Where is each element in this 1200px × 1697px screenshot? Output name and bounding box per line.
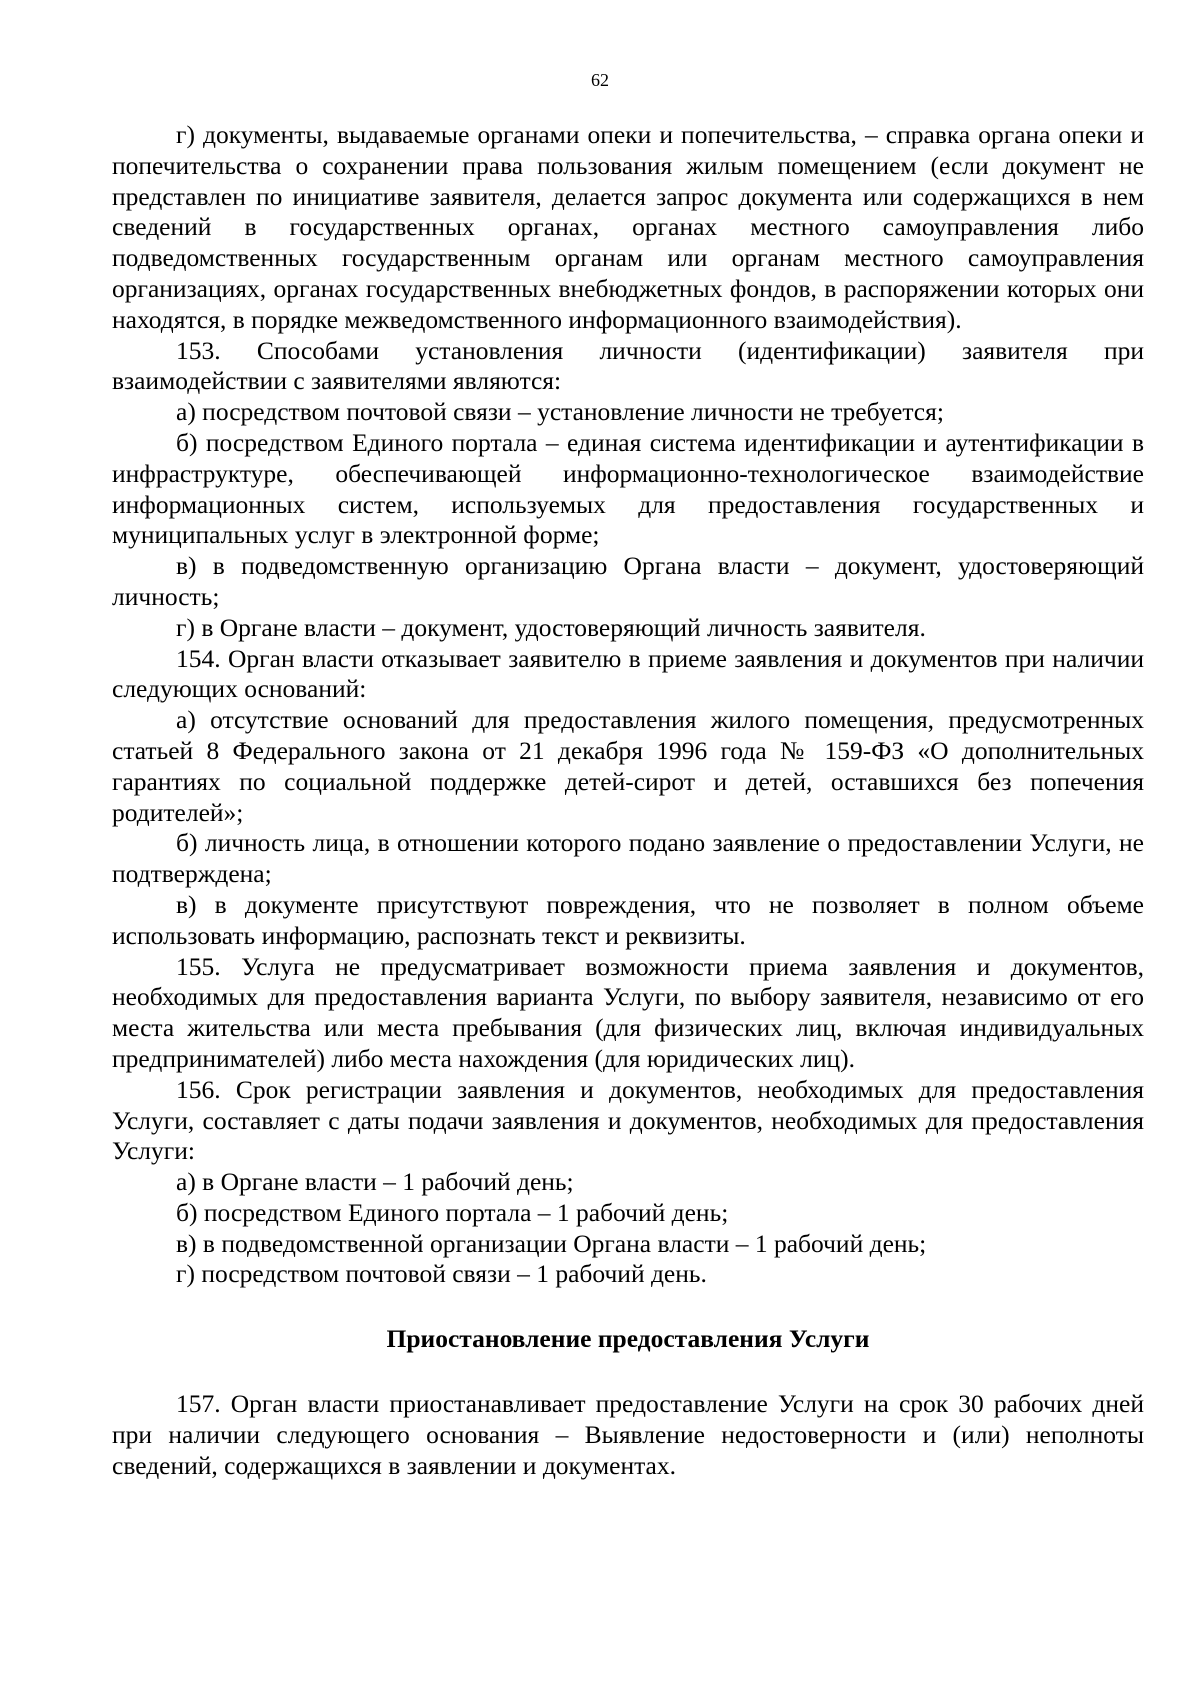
paragraph: б) личность лица, в отношении которого подано заявление о предоставлении Услуги, не подтверждена; [112,828,1144,889]
paragraph: 153. Способами установления личности (идентификации) заявителя при взаимодействии с заявителями являются: [112,335,1144,396]
paragraph: б) посредством Единого портала – 1 рабочий день; [176,1197,729,1227]
paragraph: в) в подведомственной организации Органа власти – 1 рабочий день; [176,1228,927,1258]
paragraph: 156. Срок регистрации заявления и документов, необходимых для предоставления Услуги, составляет с даты подачи заявления и документов, необходимых для предоставления Услуги: [112,1074,1144,1166]
document-body [112,120,1144,1481]
paragraph: 157. Орган власти приостанавливает предоставление Услуги на срок 30 рабочих дней при наличии следующего основания – Выявление недостоверности и (или) неполноты сведений, содержащихся в заявлении и документах. [112,1389,1144,1480]
paragraph: г) документы, выдаваемые органами опеки и попечительства, – справка органа опеки и попечительства о сохранении права пользования жилым помещением (если документ не представлен по инициативе заявителя, делается запрос документа или содержащихся в нем сведений в государственных органах, органах местного самоуправления либо подведомственных государственным органам или органам местного самоуправления организациях, органах государственных внебюджетных фондов, в распоряжении которых они находятся, в порядке межведомственного информационного взаимодействия). [112,120,1144,334]
paragraph: 154. Орган власти отказывает заявителю в приеме заявления и документов при наличии следующих оснований: [112,643,1144,704]
paragraph: а) посредством почтовой связи – установление личности не требуется; [176,397,944,427]
paragraph: б) посредством Единого портала – единая система идентификации и аутентификации в инфраструктуре, обеспечивающей информационно-технологическое взаимодействие информационных систем, используемых для предоставления государственных и муниципальных услуг в электронной форме; [112,427,1144,550]
paragraph: г) в Органе власти – документ, удостоверяющий личность заявителя. [176,612,926,642]
paragraph: 155. Услуга не предусматривает возможности приема заявления и документов, необходимых для предоставления варианта Услуги, по выбору заявителя, независимо от его места жительства или места пребывания (для физических лиц, включая индивидуальных предпринимателей) либо места нахождения (для юридических лиц). [112,951,1144,1073]
paragraph: г) посредством почтовой связи – 1 рабочий день. [176,1259,707,1289]
paragraph: в) в подведомственную организацию Органа власти – документ, удостоверяющий личность; [112,551,1144,611]
paragraph: а) отсутствие оснований для предоставления жилого помещения, предусмотренных статьей 8 Федерального закона от 21 декабря 1996 года № 159-ФЗ «О дополнительных гарантиях по социальной поддержке детей-сирот и детей, оставшихся без попечения родителей»; [112,705,1144,827]
page-number: 62 [591,70,609,90]
paragraph: а) в Органе власти – 1 рабочий день; [176,1167,574,1197]
section-heading: Приостановление предоставления Услуги [386,1324,870,1354]
paragraph: в) в документе присутствуют повреждения, что не позволяет в полном объеме использовать информацию, распознать текст и реквизиты. [112,889,1144,950]
